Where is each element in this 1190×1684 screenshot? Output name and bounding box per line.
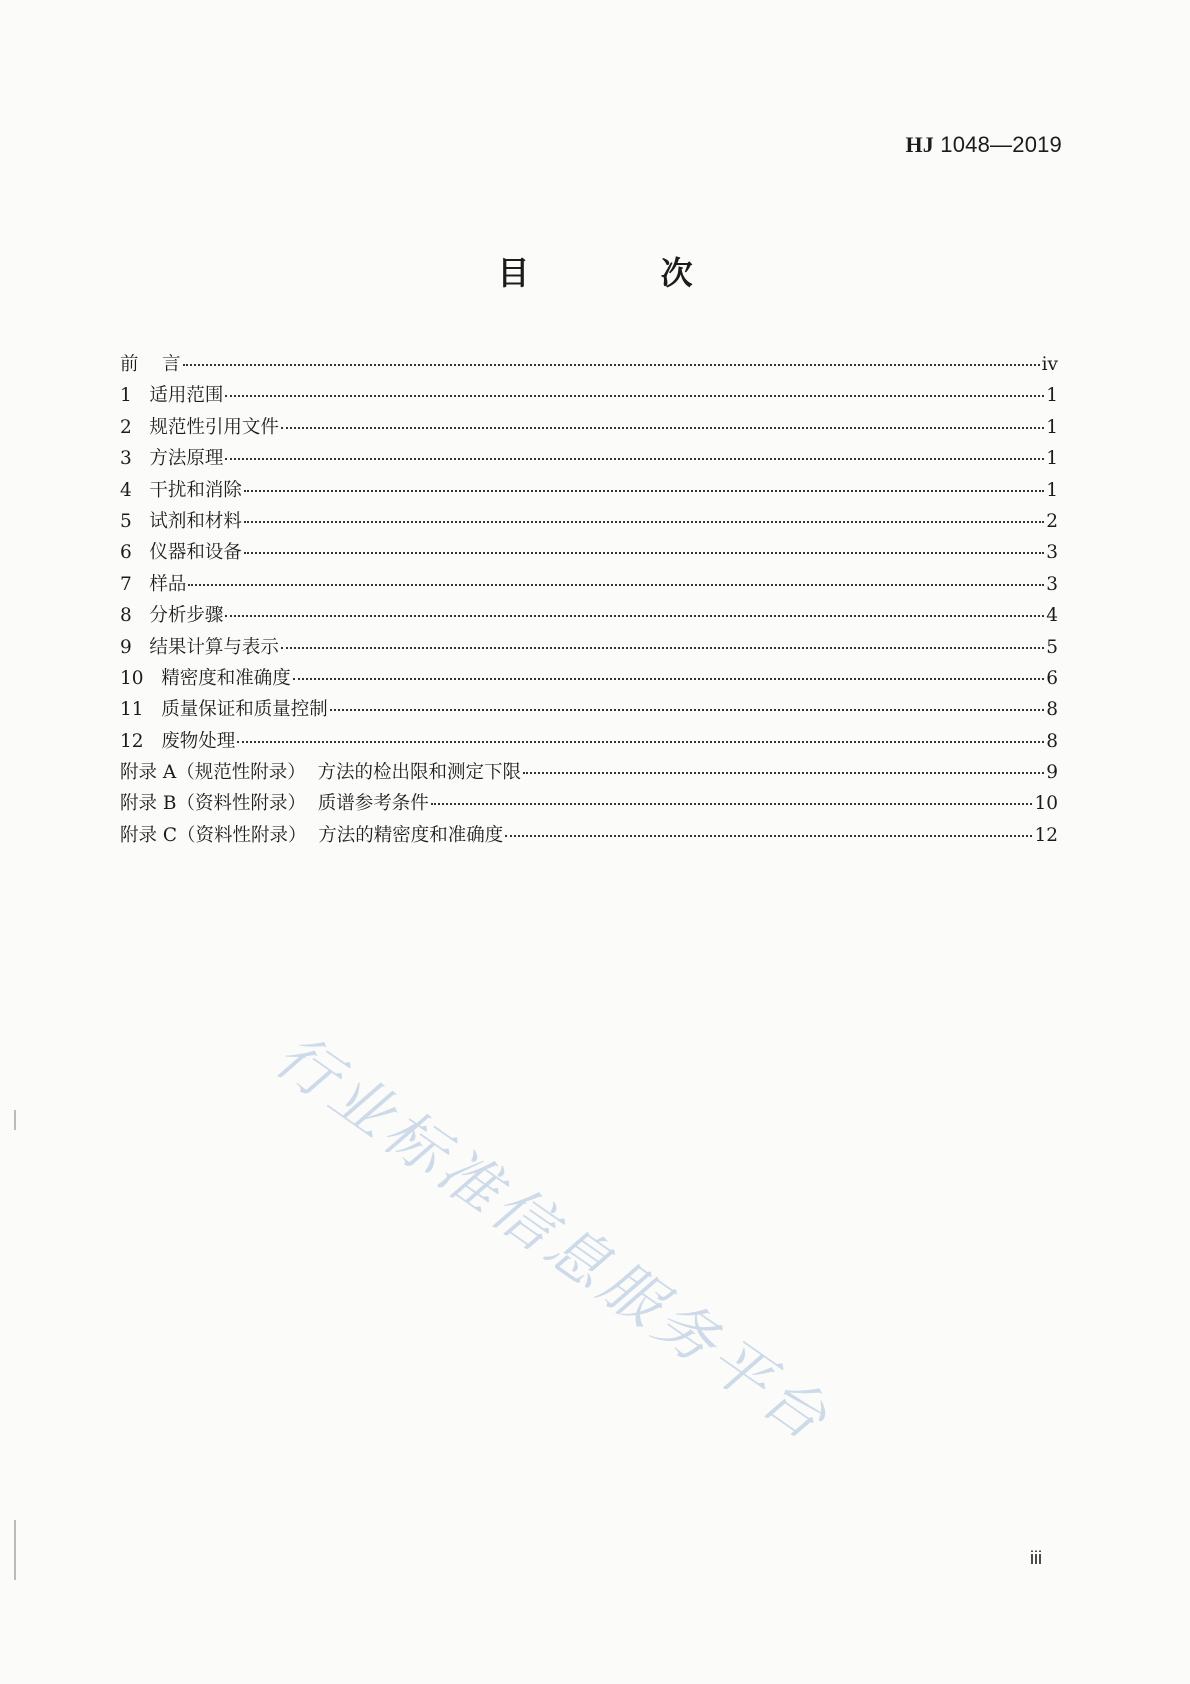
toc-entry-number: 11 bbox=[120, 699, 162, 721]
toc-entry-label: 试剂和材料 bbox=[149, 510, 242, 532]
toc-entry-page: 1 bbox=[1046, 479, 1058, 501]
table-of-contents bbox=[120, 350, 1058, 852]
toc-leader-dots bbox=[330, 709, 1045, 711]
standard-code-number: 1048—2019 bbox=[934, 132, 1062, 157]
toc-entry[interactable] bbox=[120, 695, 1058, 726]
toc-entry-label: 适用范围 bbox=[149, 385, 224, 407]
toc-entry-number: 10 bbox=[120, 667, 162, 689]
toc-entry[interactable] bbox=[120, 821, 1058, 852]
toc-entry-label: 干扰和消除 bbox=[149, 479, 242, 501]
toc-entry[interactable] bbox=[120, 476, 1058, 507]
toc-entry-page: 6 bbox=[1046, 667, 1058, 689]
toc-leader-dots bbox=[225, 458, 1044, 460]
toc-entry[interactable] bbox=[120, 601, 1058, 632]
toc-entry-page: iv bbox=[1041, 354, 1058, 375]
toc-entry-label: 方法原理 bbox=[149, 448, 224, 470]
toc-entry[interactable] bbox=[120, 507, 1058, 538]
toc-entry-page: 8 bbox=[1046, 699, 1058, 721]
toc-entry[interactable] bbox=[120, 538, 1058, 569]
toc-leader-dots bbox=[281, 647, 1044, 649]
toc-entry[interactable] bbox=[120, 570, 1058, 601]
toc-entry-label: 仪器和设备 bbox=[149, 542, 242, 564]
toc-leader-dots bbox=[225, 395, 1044, 397]
toc-entry[interactable] bbox=[120, 789, 1058, 820]
toc-leader-dots bbox=[183, 364, 1040, 366]
toc-entry-page: 5 bbox=[1046, 636, 1058, 658]
toc-leader-dots bbox=[293, 678, 1045, 680]
standard-code-prefix: HJ bbox=[905, 132, 934, 157]
toc-entry-page: 12 bbox=[1034, 824, 1058, 846]
toc-entry-number: 9 bbox=[120, 636, 150, 658]
toc-leader-dots bbox=[237, 741, 1044, 743]
standard-code bbox=[905, 132, 1062, 158]
toc-entry-label: 分析步骤 bbox=[149, 605, 224, 627]
toc-entry[interactable] bbox=[120, 413, 1058, 444]
toc-entry-number: 5 bbox=[120, 510, 150, 532]
scan-edge-mark bbox=[14, 1520, 16, 1580]
toc-leader-dots bbox=[188, 584, 1044, 586]
toc-entry-page: 8 bbox=[1046, 730, 1058, 752]
toc-entry-label: 结果计算与表示 bbox=[149, 636, 279, 658]
toc-leader-dots bbox=[523, 772, 1044, 774]
toc-entry-label: 附录 B（资料性附录） 质谱参考条件 bbox=[120, 793, 429, 815]
scan-edge-mark bbox=[14, 1110, 16, 1130]
page-number: iii bbox=[1030, 1548, 1042, 1568]
toc-entry-number: 12 bbox=[120, 730, 162, 752]
toc-entry-number: 8 bbox=[120, 605, 150, 627]
toc-entry[interactable] bbox=[120, 381, 1058, 412]
toc-entry-number: 6 bbox=[120, 542, 150, 564]
toc-entry[interactable] bbox=[120, 664, 1058, 695]
toc-entry-number: 4 bbox=[120, 479, 150, 501]
toc-entry-label: 附录 C（资料性附录） 方法的精密度和准确度 bbox=[120, 824, 504, 846]
toc-leader-dots bbox=[244, 521, 1044, 523]
toc-entry[interactable] bbox=[120, 633, 1058, 664]
page-title: 目 次 bbox=[497, 254, 753, 292]
toc-entry[interactable] bbox=[120, 350, 1058, 381]
toc-entry-page: 9 bbox=[1046, 762, 1058, 784]
toc-entry-page: 1 bbox=[1046, 448, 1058, 470]
toc-entry-label: 样品 bbox=[149, 573, 187, 595]
toc-entry-label: 前 言 bbox=[120, 354, 181, 375]
toc-entry[interactable] bbox=[120, 727, 1058, 758]
toc-entry-label: 废物处理 bbox=[161, 730, 236, 752]
toc-entry-page: 3 bbox=[1046, 573, 1058, 595]
toc-entry-number: 3 bbox=[120, 448, 150, 470]
toc-leader-dots bbox=[225, 615, 1044, 617]
toc-entry-page: 1 bbox=[1046, 385, 1058, 407]
toc-entry-number: 2 bbox=[120, 416, 150, 438]
toc-entry-number: 1 bbox=[120, 385, 150, 407]
toc-leader-dots bbox=[244, 490, 1044, 492]
toc-entry-page: 3 bbox=[1046, 542, 1058, 564]
toc-leader-dots bbox=[244, 552, 1044, 554]
toc-entry[interactable] bbox=[120, 444, 1058, 475]
toc-entry-page: 1 bbox=[1046, 416, 1058, 438]
toc-entry-page: 4 bbox=[1046, 605, 1058, 627]
toc-leader-dots bbox=[431, 803, 1033, 805]
toc-entry-label: 规范性引用文件 bbox=[149, 416, 279, 438]
toc-leader-dots bbox=[281, 427, 1044, 429]
toc-entry-page: 2 bbox=[1046, 510, 1058, 532]
toc-entry-label: 质量保证和质量控制 bbox=[161, 699, 328, 721]
toc-leader-dots bbox=[505, 835, 1032, 837]
toc-entry-page: 10 bbox=[1034, 793, 1058, 815]
toc-entry-number: 7 bbox=[120, 573, 150, 595]
toc-entry-label: 附录 A（规范性附录） 方法的检出限和测定下限 bbox=[120, 762, 522, 784]
toc-entry[interactable] bbox=[120, 758, 1058, 789]
toc-entry-label: 精密度和准确度 bbox=[161, 667, 291, 689]
watermark: 行业标准信息服务平台 bbox=[262, 1020, 844, 1457]
